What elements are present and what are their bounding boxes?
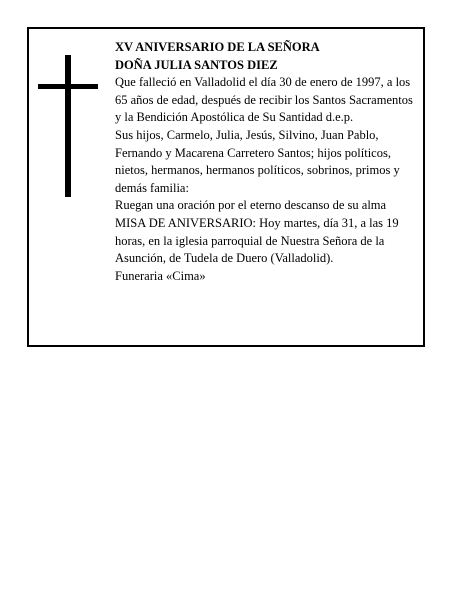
cross-vertical-bar [65, 55, 71, 197]
family-paragraph: Sus hijos, Carmelo, Julia, Jesús, Silvino, Juan Pablo, Fernando y Macarena Carretero Santos; hijos políticos, nietos, hermanos, hermanos políticos, sobrinos, primos y demás familia: [115, 127, 400, 195]
prayer-request-paragraph: Ruegan una oración por el eterno descanso de su alma [115, 198, 387, 213]
heading-line-1: XV ANIVERSARIO DE LA SEÑORA [115, 40, 320, 54]
funeral-home-paragraph: Funeraria «Cima» [115, 268, 206, 283]
mass-details-paragraph: MISA DE ANIVERSARIO: Hoy martes, día 31, a las 19 horas, en la iglesia parroquial de Nuestra Señora de la Asunción, de Tudela de Duero (Valladolid). [115, 215, 399, 266]
obituary-text [115, 39, 419, 285]
death-details-paragraph: Que falleció en Valladolid el día 30 de enero de 1997, a los 65 años de edad, después de recibir los Santos Sacramentos y la Bendición Apostólica de Su Santidad d.e.p. [115, 75, 413, 125]
heading-line-2: DOÑA JULIA SANTOS DIEZ [115, 57, 278, 72]
cross-horizontal-bar [38, 84, 98, 89]
